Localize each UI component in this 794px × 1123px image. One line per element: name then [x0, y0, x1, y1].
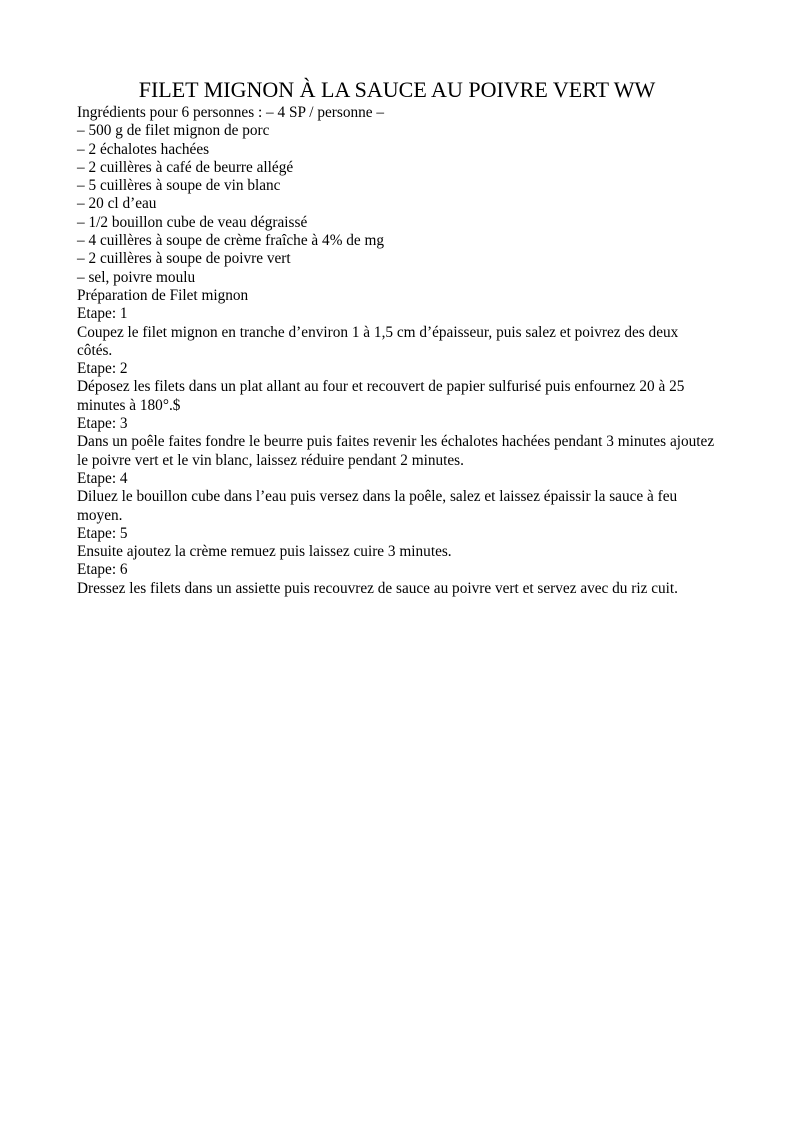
ingredient-item: – 5 cuillères à soupe de vin blanc	[77, 177, 281, 195]
step-list	[77, 305, 717, 598]
ingredient-item: – sel, poivre moulu	[77, 268, 196, 286]
step-label: Etape: 6	[77, 561, 128, 579]
ingredient-item: – 2 cuillères à café de beurre allégé	[77, 158, 294, 176]
step-text: Dressez les filets dans un assiette puis recouvrez de sauce au poivre vert et servez avec du riz cuit.	[77, 579, 679, 597]
step-text: Coupez le filet mignon en tranche d’environ 1 à 1,5 cm d’épaisseur, puis salez et poivrez des deux côtés.	[77, 323, 679, 359]
ingredient-item: – 20 cl d’eau	[77, 195, 157, 213]
preparation-heading: Préparation de Filet mignon	[77, 286, 249, 304]
step-text: Déposez les filets dans un plat allant au four et recouvert de papier sulfurisé puis enfournez 20 à 25 minutes à 180°.$	[77, 378, 685, 414]
step-label: Etape: 5	[77, 524, 128, 542]
ingredient-item: – 1/2 bouillon cube de veau dégraissé	[77, 213, 308, 231]
step-label: Etape: 2	[77, 360, 128, 378]
ingredients-heading: Ingrédients pour 6 personnes : – 4 SP / personne –	[77, 104, 385, 121]
ingredient-item: – 2 échalotes hachées	[77, 140, 210, 158]
ingredient-list	[77, 122, 717, 287]
ingredient-item: – 2 cuillères à soupe de poivre vert	[77, 250, 291, 268]
step-text: Diluez le bouillon cube dans l’eau puis versez dans la poêle, salez et laissez épaissir la sauce à feu moyen.	[77, 488, 678, 524]
step-label: Etape: 3	[77, 415, 128, 433]
ingredient-item: – 4 cuillères à soupe de crème fraîche à 4% de mg	[77, 232, 385, 250]
step-label: Etape: 4	[77, 469, 128, 487]
step-text: Dans un poêle faites fondre le beurre puis faites revenir les échalotes hachées pendant 3 minutes ajoutez le poivre vert et le vin blanc, laissez réduire pendant 2 minutes.	[77, 433, 715, 469]
recipe-title: FILET MIGNON À LA SAUCE AU POIVRE VERT WW	[138, 77, 656, 102]
ingredient-item: – 500 g de filet mignon de porc	[77, 122, 270, 140]
step-label: Etape: 1	[77, 305, 128, 323]
step-text: Ensuite ajoutez la crème remuez puis laissez cuire 3 minutes.	[77, 543, 452, 561]
recipe-document	[77, 76, 717, 598]
